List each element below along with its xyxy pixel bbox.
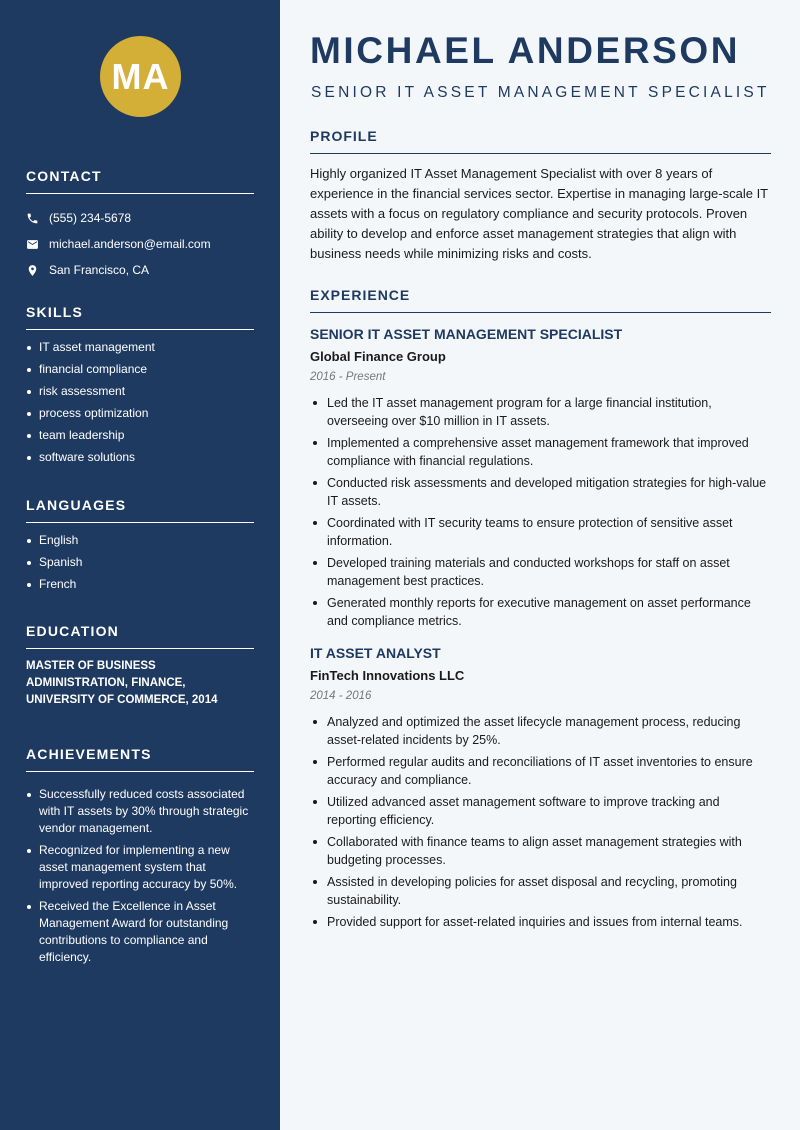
- job-company: Global Finance Group: [310, 349, 446, 364]
- job-bullets: [310, 394, 771, 630]
- achievements-heading: ACHIEVEMENTS: [26, 746, 254, 772]
- profile-text: Highly organized IT Asset Management Specialist with over 8 years of experience in the financial services sector. Expertise in managing large-scale IT assets with a focus on regulatory compliance and security protocols. Proven ability to develop and enforce asset management strategies that align with business needs while minimizing risks and costs.: [310, 166, 768, 261]
- achievements-section: [26, 746, 254, 971]
- job-bullet: Performed regular audits and reconciliations of IT asset inventories to ensure accuracy and compliance.: [310, 753, 771, 789]
- job-title: IT ASSET ANALYST: [310, 645, 441, 661]
- job-title: SENIOR IT ASSET MANAGEMENT SPECIALIST: [310, 326, 623, 342]
- contact-section: [26, 168, 254, 283]
- job-entry: [310, 644, 771, 931]
- skill-item: process optimization: [26, 405, 254, 422]
- contact-email: [26, 231, 254, 257]
- email-text: michael.anderson@email.com: [49, 237, 211, 251]
- job-bullet: Led the IT asset management program for a large financial institution, overseeing over $10 million in IT assets.: [310, 394, 771, 430]
- education-section: [26, 623, 254, 709]
- phone-text: (555) 234-5678: [49, 211, 132, 225]
- experience-heading: EXPERIENCE: [310, 287, 771, 313]
- job-company: FinTech Innovations LLC: [310, 668, 465, 683]
- languages-list: [26, 532, 254, 593]
- skill-item: financial compliance: [26, 361, 254, 378]
- education-degree: MASTER OF BUSINESS ADMINISTRATION, FINANCE, UNIVERSITY OF COMMERCE, 2014: [26, 660, 218, 706]
- skills-list: [26, 339, 254, 466]
- job-bullet: Generated monthly reports for executive management on asset performance and compliance metrics.: [310, 594, 771, 630]
- achievements-list: [26, 786, 254, 966]
- candidate-name: MICHAEL ANDERSON: [310, 30, 741, 71]
- sidebar: [0, 0, 280, 1130]
- language-item: Spanish: [26, 554, 254, 571]
- avatar: [100, 36, 181, 117]
- job-entry: [310, 325, 771, 630]
- skill-item: software solutions: [26, 449, 254, 466]
- job-dates: 2014 - 2016: [310, 690, 372, 702]
- profile-section: [310, 128, 771, 264]
- languages-heading: LANGUAGES: [26, 497, 254, 523]
- achievement-item: Received the Excellence in Asset Management Award for outstanding contributions to compliance and efficiency.: [26, 898, 254, 966]
- achievement-item: Successfully reduced costs associated with IT assets by 30% through strategic vendor management.: [26, 786, 254, 837]
- job-bullets: [310, 713, 771, 931]
- job-dates: 2016 - Present: [310, 371, 386, 383]
- avatar-initials: MA: [111, 55, 170, 97]
- experience-section: [310, 287, 771, 935]
- job-bullet: Provided support for asset-related inquiries and issues from internal teams.: [310, 913, 771, 931]
- contact-list: [26, 205, 254, 283]
- main-content: [280, 0, 800, 1130]
- skills-section: [26, 304, 254, 471]
- job-bullet: Coordinated with IT security teams to ensure protection of sensitive asset information.: [310, 514, 771, 550]
- skill-item: team leadership: [26, 427, 254, 444]
- languages-section: [26, 497, 254, 598]
- candidate-role: SENIOR IT ASSET MANAGEMENT SPECIALIST: [311, 84, 770, 101]
- profile-heading: PROFILE: [310, 128, 771, 154]
- phone-icon: [26, 212, 39, 225]
- achievement-item: Recognized for implementing a new asset management system that improved reporting accuracy by 50%.: [26, 842, 254, 893]
- email-icon: [26, 238, 39, 251]
- job-bullet: Analyzed and optimized the asset lifecycle management process, reducing asset-related incidents by 25%.: [310, 713, 771, 749]
- contact-location: [26, 257, 254, 283]
- skills-heading: SKILLS: [26, 304, 254, 330]
- skill-item: IT asset management: [26, 339, 254, 356]
- job-bullet: Developed training materials and conducted workshops for staff on asset management best practices.: [310, 554, 771, 590]
- location-pin-icon: [26, 264, 39, 277]
- job-bullet: Assisted in developing policies for asset disposal and recycling, promoting sustainability.: [310, 873, 771, 909]
- location-text: San Francisco, CA: [49, 263, 150, 277]
- language-item: French: [26, 576, 254, 593]
- job-bullet: Utilized advanced asset management software to improve tracking and reporting efficiency.: [310, 793, 771, 829]
- contact-phone: [26, 205, 254, 231]
- job-bullet: Implemented a comprehensive asset management framework that improved compliance with financial regulations.: [310, 434, 771, 470]
- language-item: English: [26, 532, 254, 549]
- job-bullet: Conducted risk assessments and developed mitigation strategies for high-value IT assets.: [310, 474, 771, 510]
- skill-item: risk assessment: [26, 383, 254, 400]
- job-bullet: Collaborated with finance teams to align asset management strategies with budgeting processes.: [310, 833, 771, 869]
- contact-heading: CONTACT: [26, 168, 254, 194]
- education-heading: EDUCATION: [26, 623, 254, 649]
